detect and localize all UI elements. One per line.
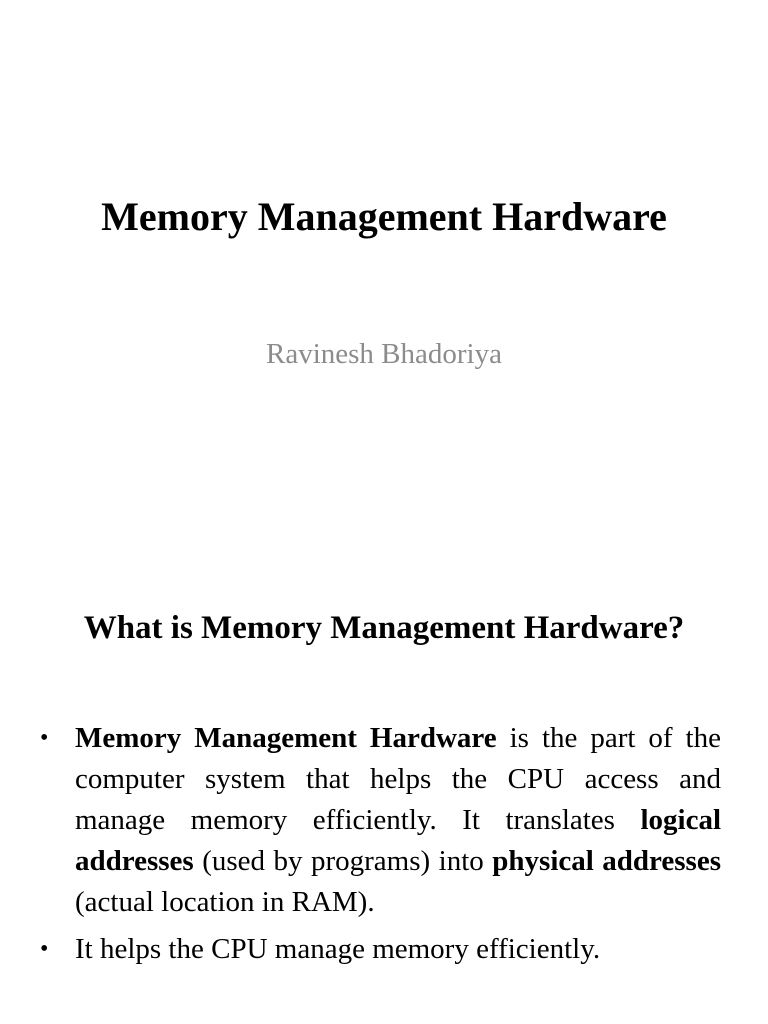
bullet-icon: • xyxy=(40,725,49,751)
author-name: Ravinesh Bhadoriya xyxy=(266,338,502,370)
slide-heading: What is Memory Management Hardware? xyxy=(83,610,685,646)
bullet-item xyxy=(40,929,721,970)
term-memory-management-hardware: Memory Management Hardware xyxy=(75,722,497,754)
bullet-list xyxy=(40,718,721,976)
bullet-text: is the part of the computer system that helps the CPU access and manage memory efficiently. It translates xyxy=(75,722,721,836)
bullet-text: (used by programs) into xyxy=(193,845,493,877)
presentation-title: Memory Management Hardware xyxy=(101,194,667,239)
bullet-item xyxy=(40,718,721,923)
term-physical-addresses: physical addresses xyxy=(492,845,722,877)
term-logical-addresses: logical addresses xyxy=(75,804,721,877)
bullet-icon: • xyxy=(40,936,49,962)
bullet-text: It helps the CPU manage memory efficiently. xyxy=(75,933,601,965)
content-slide xyxy=(0,576,768,1024)
bullet-text: (actual location in RAM). xyxy=(75,886,375,918)
